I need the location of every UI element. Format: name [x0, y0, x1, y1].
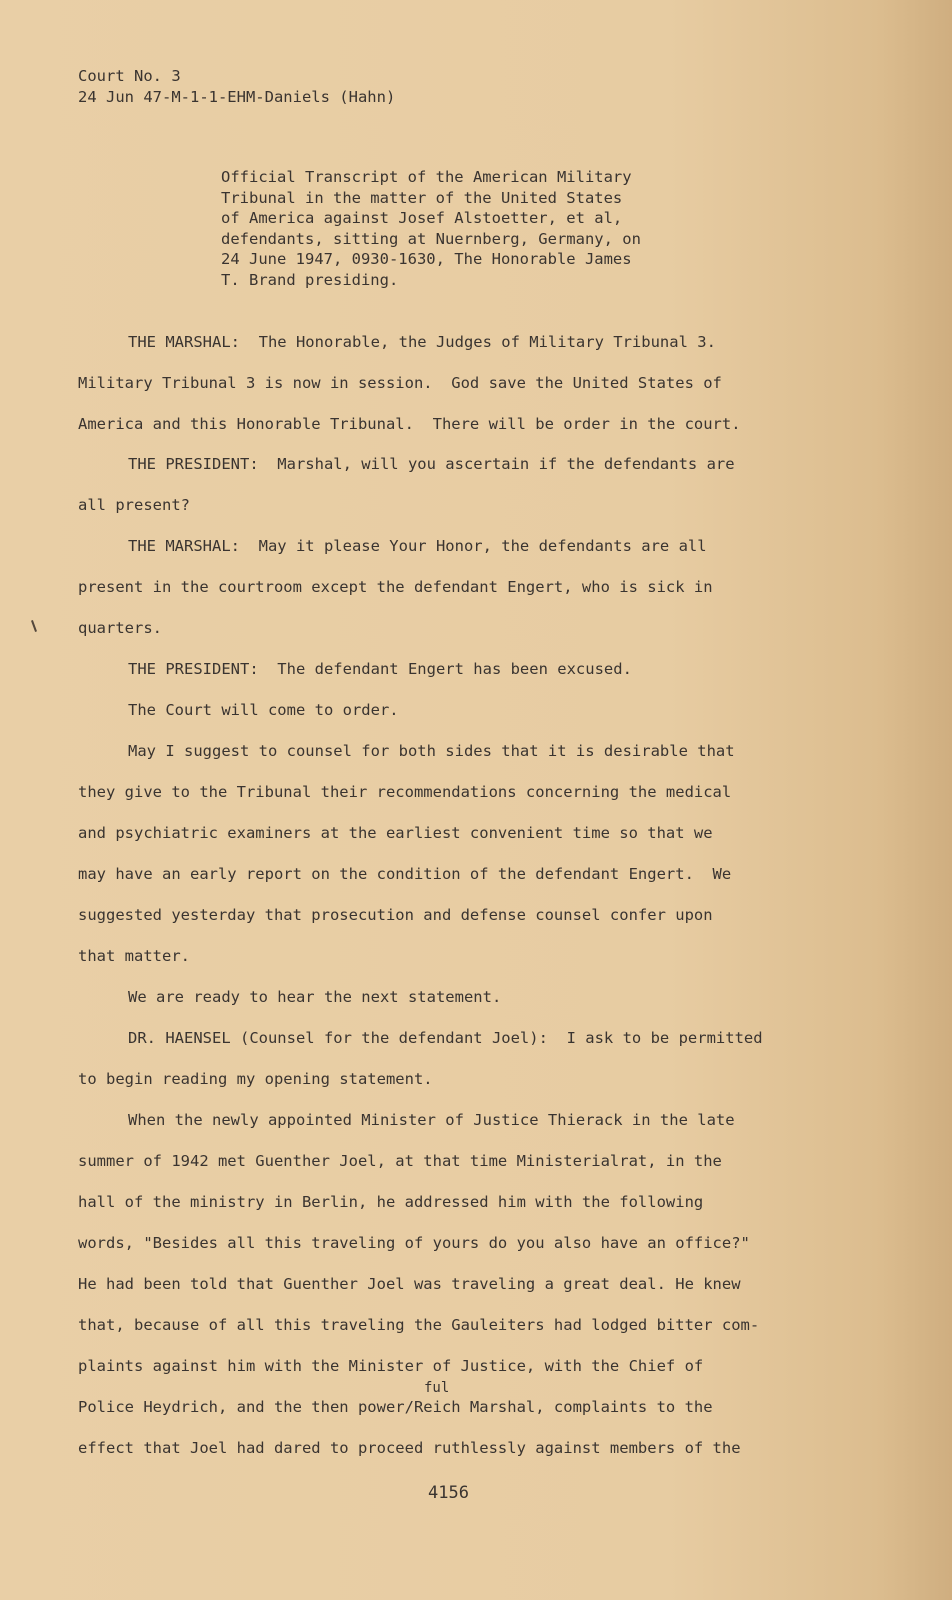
court-number: Court No. 3	[78, 67, 181, 85]
transcript-line: all present?	[78, 496, 190, 514]
transcript-line: may have an early report on the condition of the defendant Engert. We	[78, 865, 732, 883]
transcript-line: The Court will come to order.	[128, 701, 399, 719]
interlinear-insertion: ful	[424, 1380, 450, 1396]
transcript-line: America and this Honorable Tribunal. There will be order in the court.	[78, 415, 741, 433]
transcript-line: plaints against him with the Minister of Justice, with the Chief of	[78, 1357, 704, 1375]
transcript-line: We are ready to hear the next statement.	[128, 988, 502, 1006]
transcript-line: DR. HAENSEL (Counsel for the defendant Joel): I ask to be permitted	[128, 1029, 763, 1047]
page-number: 4156	[428, 1483, 469, 1503]
transcript-line: THE MARSHAL: May it please Your Honor, the defendants are all	[128, 537, 707, 555]
transcript-line: suggested yesterday that prosecution and defense counsel confer upon	[78, 906, 713, 924]
transcript-line: summer of 1942 met Guenther Joel, at that time Ministerialrat, in the	[78, 1152, 722, 1170]
document-reference: 24 Jun 47-M-1-1-EHM-Daniels (Hahn)	[78, 88, 396, 106]
transcript-line: May I suggest to counsel for both sides that it is desirable that	[128, 742, 735, 760]
transcript-line: THE PRESIDENT: The defendant Engert has been excused.	[128, 660, 632, 678]
transcript-line: THE MARSHAL: The Honorable, the Judges of Military Tribunal 3.	[128, 333, 716, 351]
transcript-line: words, "Besides all this traveling of yours do you also have an office?"	[78, 1234, 750, 1252]
caption-line: defendants, sitting at Nuernberg, Germany, on	[221, 230, 641, 248]
transcript-line: to begin reading my opening statement.	[78, 1070, 433, 1088]
transcript-line: and psychiatric examiners at the earliest convenient time so that we	[78, 824, 713, 842]
caption-line: T. Brand presiding.	[221, 271, 399, 289]
margin-mark	[31, 620, 37, 632]
transcript-line: hall of the ministry in Berlin, he addressed him with the following	[78, 1193, 704, 1211]
caption-line: Official Transcript of the American Military	[221, 168, 632, 186]
caption-line: 24 June 1947, 0930-1630, The Honorable James	[221, 250, 632, 268]
transcript-line: Military Tribunal 3 is now in session. God save the United States of	[78, 374, 722, 392]
transcript-line: He had been told that Guenther Joel was traveling a great deal. He knew	[78, 1275, 741, 1293]
caption-line: Tribunal in the matter of the United States	[221, 189, 623, 207]
transcript-line: Police Heydrich, and the then power/Reich Marshal, complaints to the	[78, 1398, 713, 1416]
transcript-line: they give to the Tribunal their recommendations concerning the medical	[78, 783, 732, 801]
caption-line: of America against Josef Alstoetter, et al,	[221, 209, 623, 227]
transcript-line: quarters.	[78, 619, 162, 637]
transcript-line: When the newly appointed Minister of Justice Thierack in the late	[128, 1111, 735, 1129]
transcript-line: that, because of all this traveling the Gauleiters had lodged bitter com-	[78, 1316, 760, 1334]
transcript-line: present in the courtroom except the defendant Engert, who is sick in	[78, 578, 713, 596]
transcript-line: effect that Joel had dared to proceed ruthlessly against members of the	[78, 1439, 741, 1457]
transcript-line: THE PRESIDENT: Marshal, will you ascertain if the defendants are	[128, 455, 735, 473]
transcript-line: that matter.	[78, 947, 190, 965]
